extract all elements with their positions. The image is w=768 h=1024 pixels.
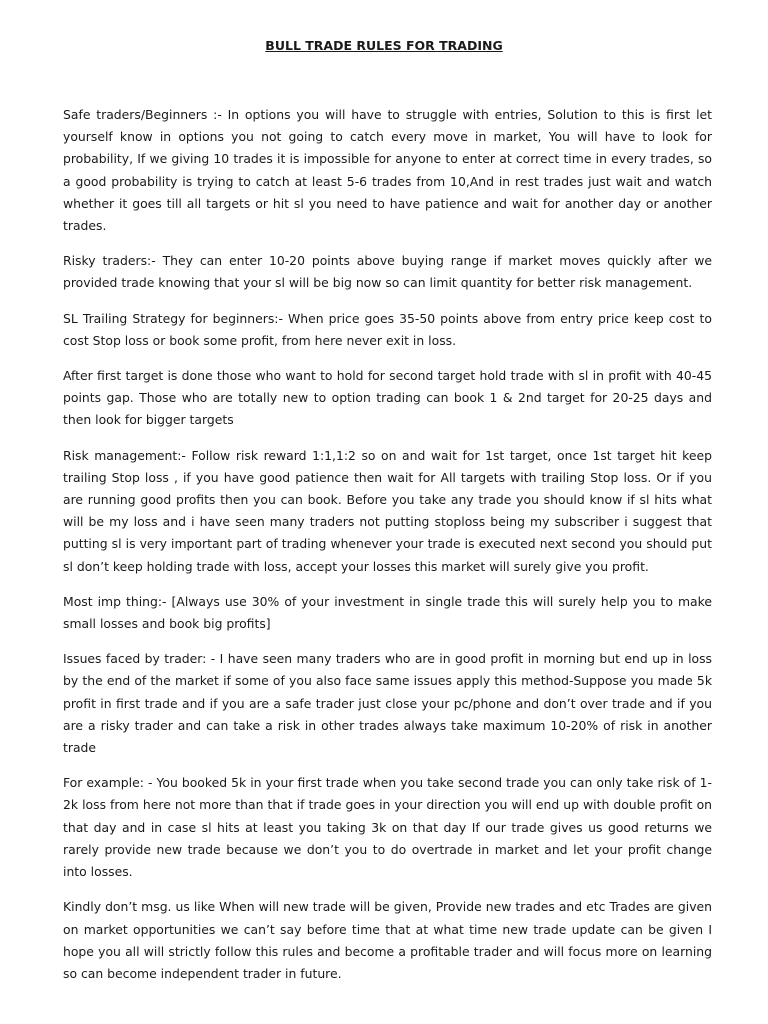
paragraph-kindly-dont-msg: Kindly don’t msg. us like When will new trade will be given, Provide new trades and etc Trades are given on market opportunities we can’t say before time that at what time new trade update can be given I hope you all will strictly follow this rules and become a profitable trader and will focus more on learning so can become independent trader in future. [63, 899, 712, 981]
document-title: BULL TRADE RULES FOR TRADING [265, 38, 503, 53]
document-body [63, 104, 712, 998]
paragraph-after-first-target: After first target is done those who want to hold for second target hold trade with sl in profit with 40-45 points gap. Those who are totally new to option trading can book 1 & 2nd target for 20-25 days and then look for bigger targets [63, 368, 712, 428]
paragraph-for-example: For example: - You booked 5k in your first trade when you take second trade you can only take risk of 1-2k loss from here not more than that if trade goes in your direction you will end up with double profit on that day and in case sl hits at least you taking 3k on that day If our trade gives us good returns we rarely provide new trade because we don’t you to do overtrade in market and let your profit change into losses. [63, 775, 712, 880]
paragraph-safe-traders: Safe traders/Beginners :- In options you will have to struggle with entries, Solution to this is first let yourself know in options you not going to catch every move in market, You will have to look for probability, If we giving 10 trades it is impossible for anyone to enter at correct time in every trades, so a good probability is trying to catch at least 5-6 trades from 10,And in rest trades just wait and watch whether it goes till all targets or hit sl you need to have patience and wait for another day or another trades. [63, 107, 712, 234]
paragraph-issues-faced: Issues faced by trader: - I have seen many traders who are in good profit in morning but end up in loss by the end of the market if some of you also face same issues apply this method-Suppose you made 5k profit in first trade and if you are a safe trader just close your pc/phone and don’t over trade and if you are a risky trader and can take a risk in other trades always take maximum 10-20% of risk in another trade [63, 651, 712, 756]
paragraph-risky-traders: Risky traders:- They can enter 10-20 points above buying range if market moves quickly after we provided trade knowing that your sl will be big now so can limit quantity for better risk management. [63, 253, 712, 291]
paragraph-risk-management: Risk management:- Follow risk reward 1:1,1:2 so on and wait for 1st target, once 1st target hit keep trailing Stop loss , if you have good patience then wait for All targets with trailing Stop loss. Or if you are running good profits then you can book. Before you take any trade you should know if sl hits what will be my loss and i have seen many traders not putting stoploss being my subscriber i suggest that putting sl is very important part of trading whenever your trade is executed next second you should put sl don’t keep holding trade with loss, accept your losses this market will surely give you profit. [63, 447, 712, 574]
paragraph-sl-trailing: SL Trailing Strategy for beginners:- When price goes 35-50 points above from entry price keep cost to cost Stop loss or book some profit, from here never exit in loss. [63, 310, 712, 348]
paragraph-most-imp-thing: Most imp thing:- [Always use 30% of your investment in single trade this will surely help you to make small losses and book big profits] [63, 593, 712, 632]
